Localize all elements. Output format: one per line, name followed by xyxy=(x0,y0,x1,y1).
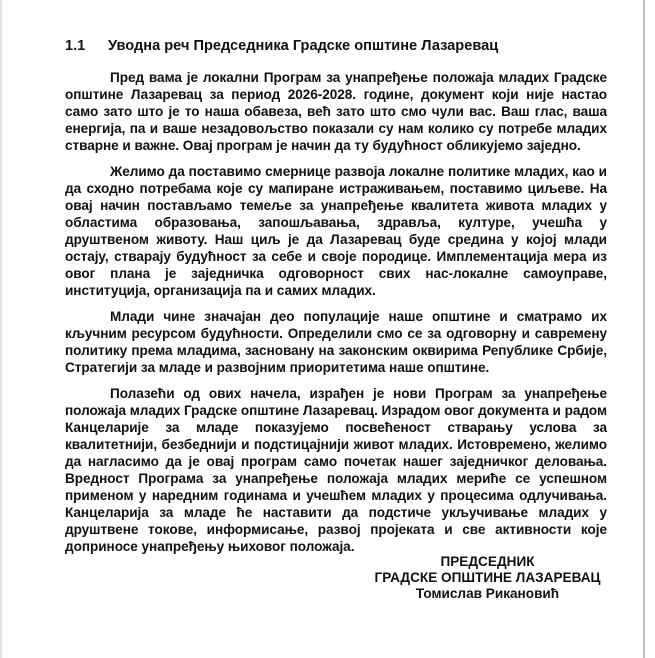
signature-name: Томислав Рикановић xyxy=(415,586,560,601)
section-title: Уводна реч Председника Градске општине Лазаревац xyxy=(108,38,499,54)
signature-title: ПРЕДСЕДНИК xyxy=(440,554,535,569)
signature-block xyxy=(360,554,615,602)
paragraph-youth-resource: Млади чине значајан део популације наше општине и сматрамо их кључним ресурсом будућности. Определили смо се за одговорну и савремену политику према младима, засновану на законским оквирима Републике Србије, Стратегији за младе и развојним приоритетима наше општине. xyxy=(65,309,607,375)
page-right-edge xyxy=(643,0,645,658)
page-left-edge xyxy=(0,0,2,658)
section-number: 1.1 xyxy=(65,38,86,54)
signature-organization: ГРАДСКЕ ОПШТИНЕ ЛАЗАРЕВАЦ xyxy=(374,570,601,585)
section-heading xyxy=(65,37,607,55)
document-page xyxy=(65,37,607,555)
paragraph-program: Полазећи од ових начела, израђен је нови Програм за унапређење положаја младих Градске општине Лазаревац. Израдом овог документа и радом Канцеларије за младе показујемо посвећеност стварању услова за квалитетнији, безбеднији и подстицајнији живот младих. Истовремено, желимо да нагласимо да је овај програм само почетак нашег заједничког деловања. Вредност Програма за унапређење положаја младих мериће се успешном применом у наредним годинама и учешћем младих у процесима одлучивања. Канцеларија за младе ће наставити да подстиче укључивање младих у друштвене токове, информисање, развој пројеката и све активности које доприносе унапређењу њиховог положаја. xyxy=(65,386,607,554)
paragraph-intro: Пред вама је локални Програм за унапређење положаја младих Градске општине Лазаревац за период 2026-2028. године, документ који није настао само зато што је то наша обавеза, већ зато што смо чули вас. Ваш глас, ваша енергија, па и ваше незадовољство показали су нам колико су потребе младих стварне и важне. Овај програм је начин да ту будућност обликујемо заједно. xyxy=(65,70,607,153)
paragraph-goals: Желимо да поставимо смернице развоја локалне политике младих, као и да сходно потребама које су мапиране истраживањем, поставимо циљеве. На овај начин постављамо темеље за унапређење квалитета живота младих у областима образовања, запошљавања, здравља, културе, учешћа у друштвеном животу. Наш циљ је да Лазаревац буде средина у којој млади остају, стварају будућност за себе и своје породице. Имплементација мера из овог плана је заједничка одговорност свих нас-локалне самоуправе, институција, организација па и самих младих. xyxy=(65,164,607,298)
